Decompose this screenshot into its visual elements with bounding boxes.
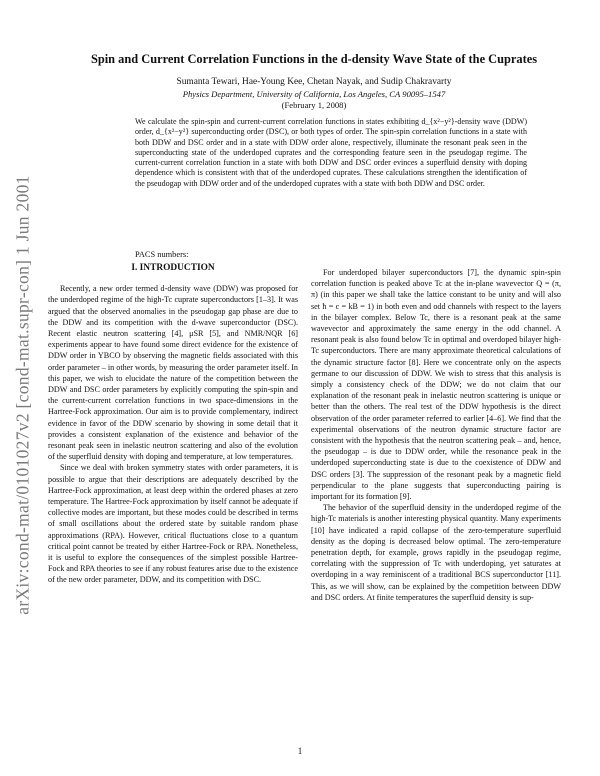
author-list: Sumanta Tewari, Hae-Young Kee, Chetan Nayak, and Sudip Chakravarty [176,77,452,87]
page-number: 1 [297,746,303,756]
paper-title: Spin and Current Correlation Functions in the d-density Wave State of the Cuprates [90,52,538,66]
paragraph: For underdoped bilayer superconductors [7], the dynamic spin-spin correlation function is peaked above Tc at the in-plane wavevector Q = (π, π) (in this paper we shall take the lattice constant to be unity and will also set ħ = c = kB = 1) in both even and odd channels with respect to the layers in the bilayer complex. Below Tc, there is a resonant peak at the same wavevector and approximately the same energy in the odd channel. A resonant peak is also found below Tc in optimal and overdoped bilayer high-Tc superconductors. There are many approximate theoretical calculations of the dynamic structure factor [8]. Here we concentrate only on the aspects germane to our discussion of DDW. We wish to stress that this analysis is simply a consistency check of the DDW; we do not claim that our explanation of the resonant peak in inelastic neutron scattering is unique or better than the others. The real test of the DDW hypothesis is the direct observation of the order parameter referred to earlier [4–6]. We find that the experimental observations of the neutron dynamic structure factor are consistent with the hypothesis that the neutron scattering peak – and, hence, the pseudogap – is due to DDW order, while the resonance peak in the underdoped superconducting state is due to the coexistence of DDW and DSC orders [3]. The suppression of the resonant peak by a magnetic field perpendicular to the plane suggests that superconducting pairing is important for its formation [9]. [311,268,561,502]
affiliation: Physics Department, University of California, Los Angeles, CA 90095–1547 [182,89,446,99]
paragraph: Since we deal with broken symmetry states with order parameters, it is possible to argue that their descriptions are adequately described by the Hartree-Fock approximation, at least deep within the ordered phases at zero temperature. The Hartree-Fock approximation by itself cannot be adequate if collective modes are important, but these modes could be described in terms of small oscillations about the ordered state by suitable random phase approximations (RPA). However, critical fluctuations close to a quantum critical point cannot be treated by either Hartree-Fock or RPA. Nonetheless, it is useful to explore the consequences of the simplest possible Hartree-Fock and RPA theories to see if any robust features arise due to the existence of the new order parameter, DDW, and its competition with DSC. [48,463,298,585]
left-column [48,263,298,586]
abstract: We calculate the spin-spin and current-current correlation functions in states exhibiting d_{x²−y²}-density wave (DDW) order, d_{x²−y²} superconducting order (DSC), or both types of order. The spin-spin correlation functions in a state with both DDW and DSC order and in a state with DDW order alone, respectively, illuminate the resonant peak seen in the superconducting state of the underdoped cuprates and the corresponding feature seen in the pseudogap regime. The current-current correlation function in a state with both DDW and DSC order evinces a superfluid density with doping dependence which is consistent with that of the underdoped cuprates. These calculations strengthen the identification of the pseudogap with DDW order and of the underdoped cuprates with a state with both DDW and DSC order. [135,117,527,188]
date-line: (February 1, 2008) [281,100,347,110]
paragraph: The behavior of the superfluid density in the underdoped regime of the high-Tc materials is another interesting physical quantity. Many experiments [10] have indicated a rapid collapse of the zero-temperature superfluid density as the doping is decreased below optimal. The zero-temperature penetration depth, for example, grows rapidly in the pseudogap regime, correlating with the suppression of Tc with underdoping, yet saturates at overdoping in a way reminiscent of a traditional BCS superconductor [11]. This, as we will show, can be explained by the competition between DDW and DSC orders. At finite temperatures the superfluid density is sup- [311,503,561,602]
pacs-numbers: PACS numbers: [135,250,189,259]
section-heading: I. INTRODUCTION [131,263,215,273]
arxiv-id-text: arXiv:cond-mat/0101027v2 [cond-mat.supr-con] 1 Jun 2001 [12,175,33,615]
paragraph: Recently, a new order termed d-density wave (DDW) was proposed for the underdoped regime of the high-Tc cuprate superconductors [1–3]. It was argued that the observed anomalies in the pseudogap gap phase are due to the DDW and its competition with the d-wave superconductor (DSC). Recent elastic neutron scattering [4], μSR [5], and NMR/NQR [6] experiments appear to have found some direct evidence for the existence of DDW order in YBCO by observing the magnetic fields associated with this order parameter – in other words, by measuring the order parameter itself. In this paper, we wish to elucidate the nature of the competition between the DDW and DSC order parameters by explicitly computing the spin-spin and the current-current correlation functions in two space-dimensions in the Hartree-Fock approximation. Our aim is to provide complementary, indirect evidence in favor of the DDW scenario by showing in some detail that it provides a consistent explanation of the existence and behavior of the resonant peak seen in inelastic neutron scattering and also of the evolution of the superfluid density with doping and temperature, at low temperatures. [48,284,298,462]
arxiv-identifier-stamp [8,150,38,640]
right-column [311,267,561,603]
